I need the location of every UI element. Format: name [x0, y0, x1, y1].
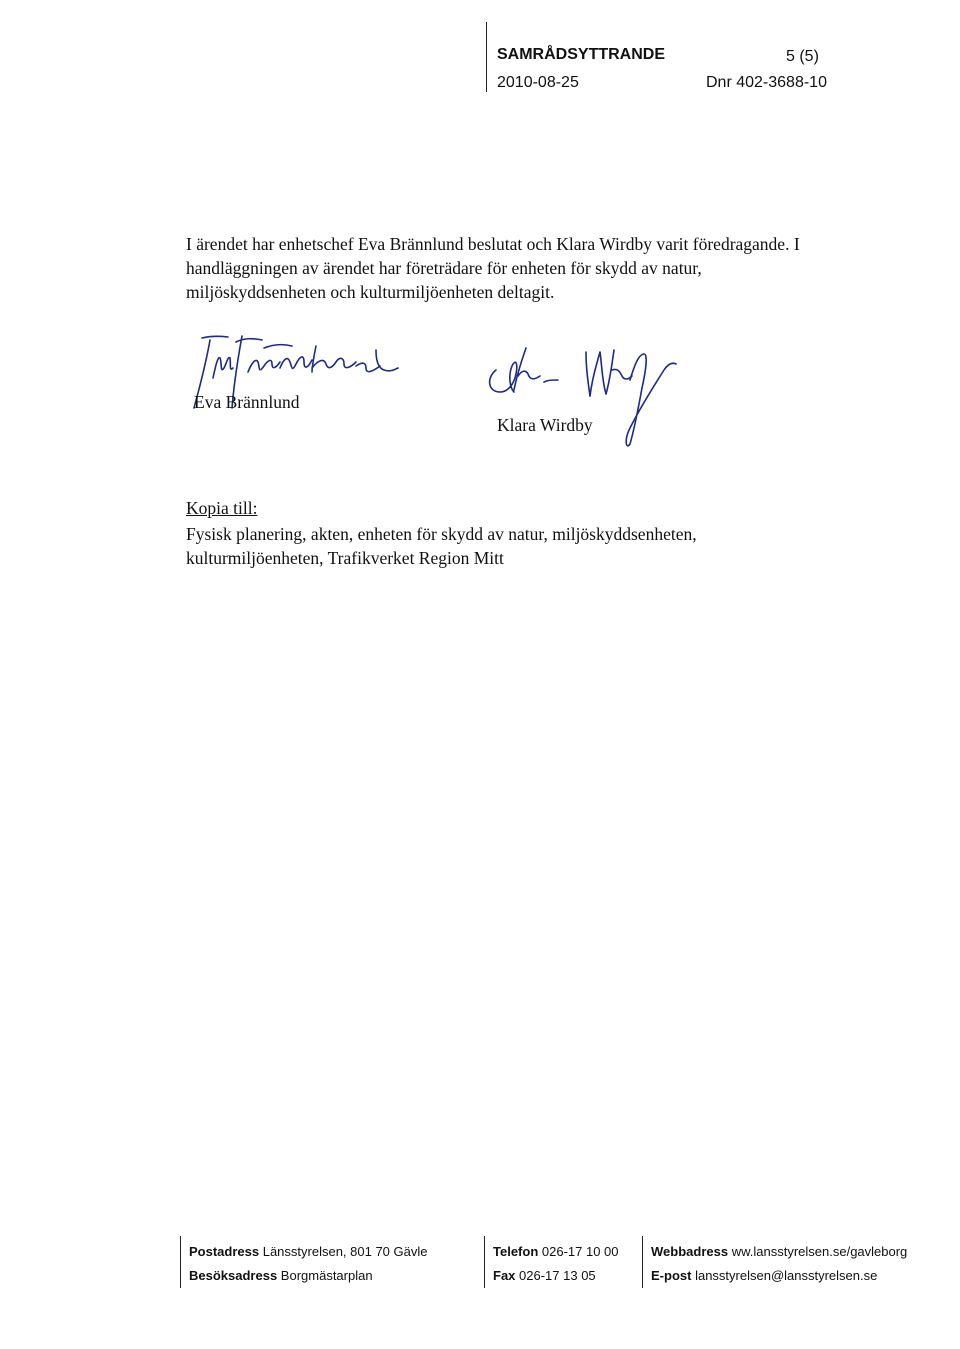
footer-phone	[493, 1244, 619, 1259]
email-label: E-post	[651, 1268, 692, 1283]
document-date: 2010-08-25	[497, 74, 579, 91]
footer-visit-address	[189, 1268, 373, 1283]
phone-label: Telefon	[493, 1244, 539, 1259]
reference-number: Dnr 402-3688-10	[706, 74, 827, 91]
header-divider	[486, 22, 487, 92]
web-value[interactable]: ww.lansstyrelsen.se/gavleborg	[731, 1244, 908, 1259]
fax-value: 026-17 13 05	[519, 1268, 596, 1283]
footer-divider	[180, 1236, 181, 1288]
footer-divider	[642, 1236, 643, 1288]
copy-recipients: Fysisk planering, akten, enheten för skydd av natur, miljöskyddsenheten, kulturmiljöenheten, Trafikverket Region Mitt	[186, 524, 697, 568]
footer-postal-address	[189, 1244, 428, 1259]
copy-heading: Kopia till:	[186, 498, 258, 518]
fax-label: Fax	[493, 1268, 516, 1283]
footer-email	[651, 1268, 877, 1283]
signatory-name: Klara Wirdby	[497, 415, 593, 435]
web-label: Webbadress	[651, 1244, 729, 1259]
body-paragraph: I ärendet har enhetschef Eva Brännlund beslutat och Klara Wirdby varit föredragande. I handläggningen av ärendet har företrädare för enheten för skydd av natur, miljöskyddsenheten och kulturmiljöenheten deltagit.	[186, 234, 800, 302]
signatory-name: Eva Brännlund	[194, 392, 300, 412]
visit-label: Besöksadress	[189, 1268, 278, 1283]
postal-value: Länsstyrelsen, 801 70 Gävle	[262, 1244, 428, 1259]
phone-value: 026-17 10 00	[541, 1244, 619, 1259]
page-number: 5 (5)	[786, 48, 819, 65]
footer-divider	[484, 1236, 485, 1288]
footer-website	[651, 1244, 907, 1259]
document-type: SAMRÅDSYTTRANDE	[497, 46, 665, 63]
postal-label: Postadress	[189, 1244, 260, 1259]
visit-value: Borgmästarplan	[280, 1268, 373, 1283]
email-value[interactable]: lansstyrelsen@lansstyrelsen.se	[695, 1268, 878, 1283]
footer-fax	[493, 1268, 596, 1283]
